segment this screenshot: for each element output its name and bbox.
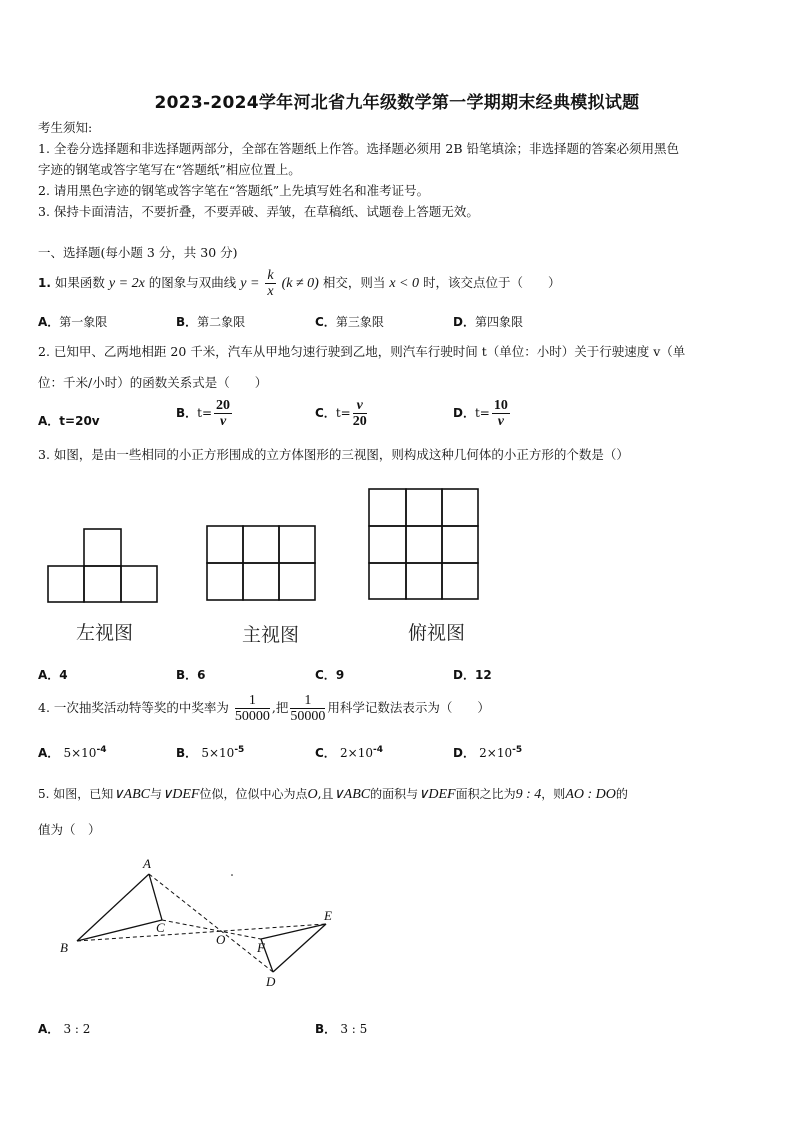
q5-triangle-def: ∨DEF [418, 787, 456, 802]
segment-ab [77, 874, 149, 941]
option-prefix: t= [197, 406, 213, 420]
notice-item-3: 3. 保持卡面清洁，不要折叠，不要弄破、弄皱，在草稿纸、试题卷上答题无效。 [38, 204, 479, 219]
q5-text: 位似，位似中心为点 [199, 787, 308, 801]
notice-item-1: 1. 全卷分选择题和非选择题两部分，全部在答题纸上作答。选择题必须用 2B 铅笔填涂；非选择题的答案必须用黑色 [38, 141, 679, 156]
option-label: C． [315, 668, 336, 682]
q4-text-pre: 4. 一次抽奖活动特等奖的中奖率为 [38, 700, 229, 715]
option-label: A． [38, 746, 60, 760]
option-text: 12 [474, 668, 492, 682]
point-o-label: O [216, 932, 226, 947]
q5-triangle-abc: ∨ABC [333, 787, 371, 802]
q2-option-a[interactable] [38, 412, 100, 429]
option-label: C． [315, 315, 336, 329]
point-a-label: A [143, 856, 151, 871]
option-label: A． [38, 315, 60, 329]
option-text: 9 [335, 668, 345, 682]
point-e-label: E [324, 908, 332, 923]
option-text: 第四象限 [474, 315, 523, 329]
q1-text-post: 相交，则当 [322, 275, 386, 290]
option-label: A． [38, 1022, 60, 1036]
q3-option-c[interactable] [315, 666, 344, 683]
q5-ratio: 9 : 4 [515, 787, 542, 802]
option-label: D． [453, 668, 475, 682]
q4-frac-den: 50000 [290, 709, 326, 724]
option-text: 第三象限 [335, 315, 384, 329]
q4-frac-den: 50000 [234, 709, 270, 724]
q1-option-a[interactable] [38, 313, 107, 330]
question-3: 3. 如图，是由一些相同的小正方形围成的立方体图形的三视图，则构成这种几何体的小正方形的个数是（） [38, 447, 629, 462]
left-view [48, 529, 157, 602]
question-1 [38, 265, 561, 302]
notice-heading: 考生须知: [38, 120, 93, 135]
option-num: v [353, 398, 367, 414]
q2-option-c[interactable] [315, 398, 369, 429]
q4-frac-num: 1 [235, 693, 270, 709]
line-ad [149, 874, 273, 972]
q1-text-end: 时，该交点位于（ ） [423, 275, 561, 290]
option-label: B． [176, 746, 198, 760]
q4-fraction-1 [235, 693, 270, 724]
option-prefix: t= [335, 406, 351, 420]
option-label: B． [176, 406, 198, 420]
q1-number: 1. [38, 276, 51, 290]
option-base: 2×10 [340, 746, 373, 760]
q4-option-d[interactable] [453, 744, 522, 761]
notice-item-2: 2. 请用黑色字迹的钢笔或答字笔在“答题纸”上先填写姓名和准考证号。 [38, 183, 430, 198]
top-view [369, 489, 478, 599]
stray-dot [231, 874, 233, 876]
option-text: 3 : 2 [63, 1022, 91, 1036]
q5-option-a[interactable] [38, 1020, 90, 1037]
option-num: 20 [216, 398, 231, 413]
left-view-label: 左视图 [76, 622, 134, 644]
option-den: v [219, 414, 227, 429]
option-text: 6 [197, 668, 206, 682]
option-exp: -5 [512, 745, 523, 755]
option-label: C． [315, 406, 336, 420]
q5-text: 面积之比为 [455, 787, 516, 801]
option-label: C． [315, 746, 336, 760]
section-heading: 一、选择题(每小题 3 分，共 30 分) [38, 245, 238, 260]
q5-text: 的 [615, 787, 628, 801]
front-view-label: 主视图 [242, 624, 300, 646]
q5-center: O [307, 787, 318, 802]
point-d-label: D [266, 974, 276, 989]
q1-frac-den: x [267, 284, 274, 299]
option-exp: -4 [372, 745, 383, 755]
q1-option-b[interactable] [176, 313, 245, 330]
q3-option-b[interactable] [176, 666, 206, 683]
q4-text-post: 用科学记数法表示为（ ） [327, 700, 490, 715]
question-5-line-1 [38, 785, 628, 804]
option-label: A． [38, 414, 60, 428]
q5-triangle-def: ∨DEF [161, 787, 200, 802]
q3-option-d[interactable] [453, 666, 492, 683]
q4-option-b[interactable] [176, 744, 244, 761]
page-title: 2023-2024学年河北省九年级数学第一学期期末经典模拟试题 [154, 93, 640, 113]
q1-option-c[interactable] [315, 313, 384, 330]
q5-text: ，则 [541, 787, 566, 801]
q2-option-d[interactable] [453, 398, 512, 429]
option-base: 5×10 [201, 746, 235, 760]
option-exp: -5 [234, 745, 245, 755]
q1-text-pre: 如果函数 [54, 275, 105, 290]
q1-expr-linear: y = 2x [108, 276, 145, 291]
top-view-label: 俯视图 [408, 622, 466, 644]
option-label: D． [453, 406, 475, 420]
question-4 [38, 690, 490, 726]
point-c-label: C [156, 920, 165, 935]
option-num: 10 [493, 398, 508, 413]
q5-text: ,且 [317, 787, 334, 801]
option-den: 20 [352, 414, 367, 429]
option-label: B． [176, 315, 198, 329]
point-b-label: B [60, 940, 68, 955]
question-2-line-2: 位：千米/小时）的函数关系式是（ ） [38, 375, 268, 390]
point-f-label: F [257, 940, 265, 955]
option-text: 第一象限 [59, 315, 108, 329]
q1-condition: (k ≠ 0) [281, 276, 319, 291]
question-5-line-2: 值为（ ） [38, 822, 101, 837]
option-text: t=20v [59, 414, 100, 428]
option-base: 5×10 [63, 746, 97, 760]
q1-expr-x: x < 0 [389, 276, 420, 291]
q5-text: 的面积与 [370, 787, 419, 801]
q5-text: 5. 如图，已知 [38, 787, 114, 801]
homothety-figure [52, 852, 352, 997]
question-2-line-1: 2. 已知甲、乙两地相距 20 千米，汽车从甲地匀速行驶到乙地，则汽车行驶时间 t（单位：小时）关于行驶速度 v（单 [38, 344, 686, 359]
q4-text-mid: ,把 [271, 700, 289, 715]
front-view [207, 526, 315, 600]
q4-frac-num: 1 [290, 693, 325, 709]
q5-option-b[interactable] [315, 1020, 367, 1037]
q2-option-b[interactable] [176, 398, 234, 429]
q4-fraction-2 [290, 693, 325, 724]
option-label: D． [453, 746, 475, 760]
q1-expr-lhs: y = [240, 276, 260, 291]
q1-option-d[interactable] [453, 313, 523, 330]
option-prefix: t= [474, 406, 490, 420]
q5-ask: AO : DO [565, 787, 616, 802]
option-text: 4 [59, 668, 68, 682]
option-base: 2×10 [479, 746, 513, 760]
q4-option-a[interactable] [38, 744, 106, 761]
q1-text-mid: 的图象与双曲线 [148, 275, 237, 290]
option-label: B． [176, 668, 198, 682]
q5-triangle-abc: ∨ABC [113, 787, 150, 802]
option-label: A． [38, 668, 60, 682]
q4-option-c[interactable] [315, 744, 383, 761]
segment-ac [149, 874, 162, 920]
option-label: D． [453, 315, 475, 329]
q1-frac-num: k [267, 268, 274, 283]
q1-fraction [265, 268, 275, 299]
option-text: 3 : 5 [340, 1022, 368, 1036]
option-text: 第二象限 [197, 315, 246, 329]
q5-text: 与 [149, 787, 162, 801]
segment-ed [273, 924, 326, 972]
notice-item-1-cont: 字迹的钢笔或答字笔写在“答题纸”相应位置上。 [38, 162, 301, 177]
option-label: B． [315, 1022, 337, 1036]
option-den: v [497, 414, 504, 429]
q3-option-a[interactable] [38, 666, 68, 683]
option-exp: -4 [96, 745, 107, 755]
